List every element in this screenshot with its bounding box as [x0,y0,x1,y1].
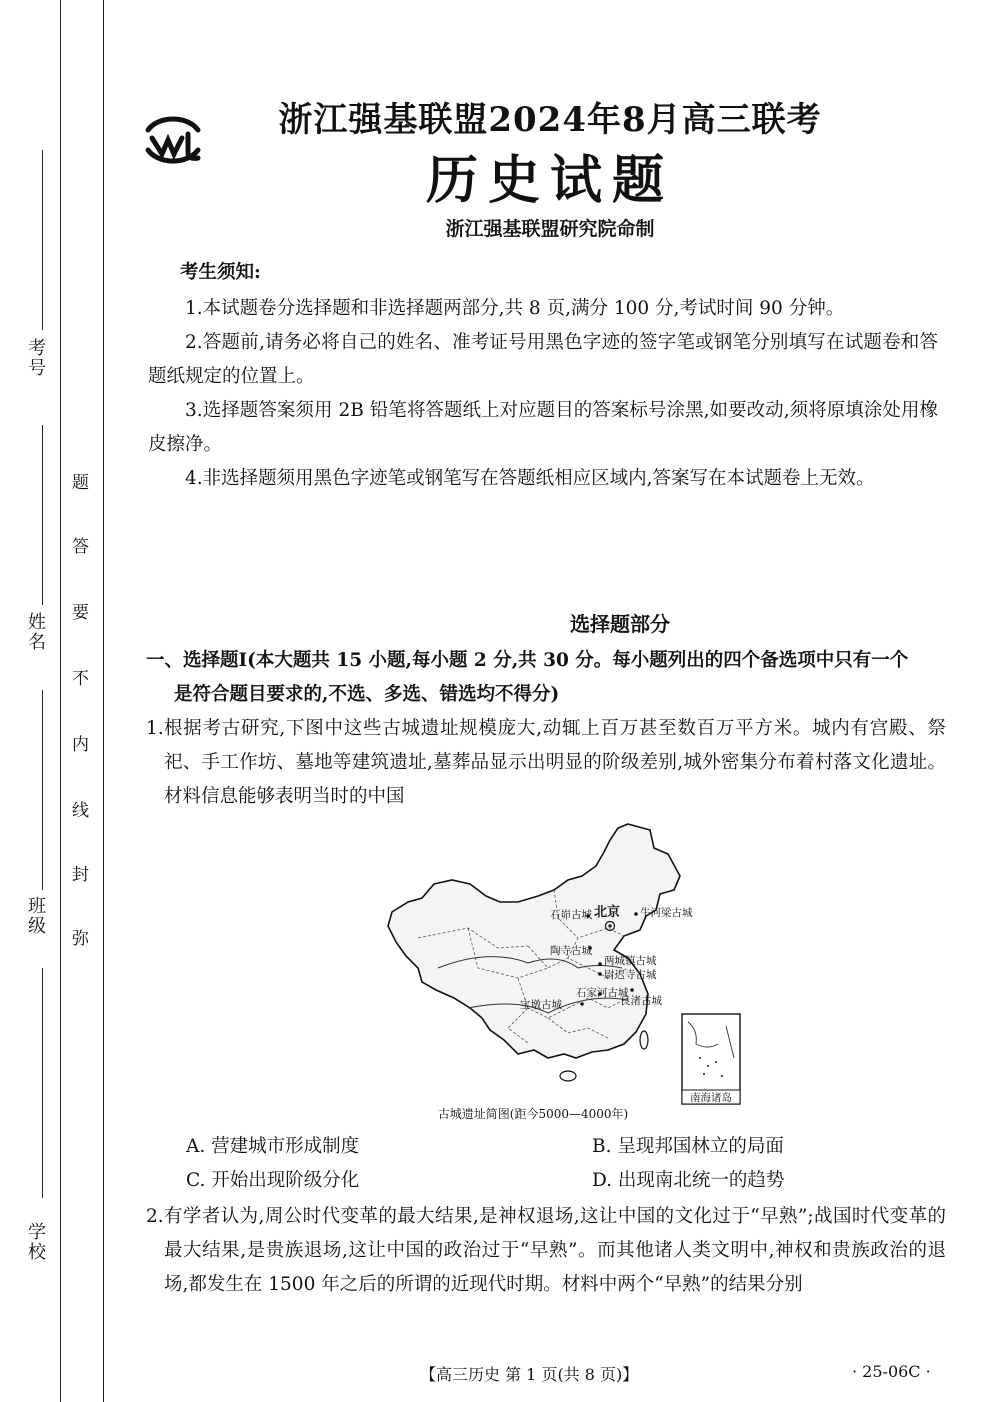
part-heading-line2: 是符合题目要求的,不选、多选、错选均不得分) [174,684,560,705]
city-label: 两城镇古城 [604,955,657,967]
option-c[interactable]: C. 开始出现阶级分化 [186,1170,360,1191]
notice-item: 1.本试题卷分选择题和非选择题两部分,共 8 页,满分 100 分,考试时间 90 分钟。 [185,298,845,319]
option-d[interactable]: D. 出现南北统一的趋势 [592,1170,785,1191]
notice-heading: 考生须知: [180,262,261,283]
city-label: 石峁古城 [550,909,592,921]
capital-label: 北京 [594,905,621,920]
notice-item: 3.选择题答案须用 2B 铅笔将答题纸上对应题目的答案标号涂黑,如要改动,须将原填涂处用橡皮擦净。 [148,400,938,455]
class-blank[interactable] [42,968,43,1198]
page-footer: 【高三历史 第 1 页(共 8 页)】 [420,1365,639,1384]
seal-char: 要 [72,603,89,623]
seal-char: 线 [72,801,89,821]
part-heading-line1: 一、选择题Ⅰ(本大题共 15 小题,每小题 2 分,共 30 分。每小题列出的四个备选项中只有一个 [146,650,909,671]
paper-code: · 25-06C · [852,1362,931,1381]
city-label: 陶寺古城 [550,945,592,957]
margin-line-left [60,0,61,1402]
margin-label-school: 学校 [25,1222,46,1262]
seal-char: 答 [72,537,89,557]
question-number: 1. [146,718,164,739]
question-1 [146,712,946,814]
seal-char: 题 [72,473,89,493]
margin-label-name: 姓名 [25,612,46,652]
name-blank[interactable] [42,690,43,890]
question-number: 2. [146,1206,164,1227]
inset-label: 南海诸岛 [690,1092,732,1104]
option-b[interactable]: B. 呈现邦国林立的局面 [592,1136,784,1157]
notice-item: 2.答题前,请务必将自己的姓名、准考证号用黑色字迹的签字笔或钢笔分别填写在试题卷和答题纸规定的位置上。 [148,332,938,387]
exam-title: 浙江强基联盟2024年8月高三联考 [278,100,822,140]
margin-label-exam-no: 考号 [25,338,46,378]
seal-char: 内 [72,735,89,755]
seal-char: 弥 [72,929,89,949]
city-label: 良渚古城 [620,995,662,1007]
question-2 [146,1200,946,1302]
exam-maker: 浙江强基联盟研究院命制 [445,218,655,240]
name-blank-line [42,425,43,605]
city-label: 尉迟寺古城 [604,969,657,981]
option-a[interactable]: A. 营建城市形成制度 [186,1136,360,1157]
map-caption: 古城遗址简图(距今5000—4000年) [437,1107,629,1121]
seal-char: 不 [72,669,89,689]
question-text: 根据考古研究,下图中这些古城遗址规模庞大,动辄上百万甚至数百万平方米。城内有宫殿、祭祀、手工作坊、墓地等建筑遗址,墓葬品显示出明显的阶级差别,城外密集分布着村落文化遗址。材料信息能够表明当时的中国 [164,718,946,807]
city-label: 石家河古城 [576,987,629,999]
seal-char: 封 [72,865,89,885]
alliance-logo [138,108,208,172]
section-title: 选择题部分 [570,612,670,636]
notice-block [148,256,938,496]
ancient-city-map [378,818,748,1108]
city-label: 牛河梁古城 [640,907,693,919]
exam-no-blank[interactable] [42,150,43,330]
city-label: 宝墩古城 [520,999,562,1011]
margin-label-class: 班级 [25,896,46,936]
subject-title: 历史试题 [425,150,674,211]
notice-item: 4.非选择题须用黑色字迹笔或钢笔写在答题纸相应区域内,答案写在本试题卷上无效。 [185,468,875,489]
question-text: 有学者认为,周公时代变革的最大结果,是神权退场,这让中国的文化过于“早熟”;战国时代变革的最大结果,是贵族退场,这让中国的政治过于“早熟”。而其他诸人类文明中,神权和贵族政治的退场,都发生在 1500 年之后的所谓的近现代时期。材料中两个“早熟”的结果分别 [164,1206,946,1295]
margin-line-right [103,0,104,1402]
part-heading [146,644,946,712]
